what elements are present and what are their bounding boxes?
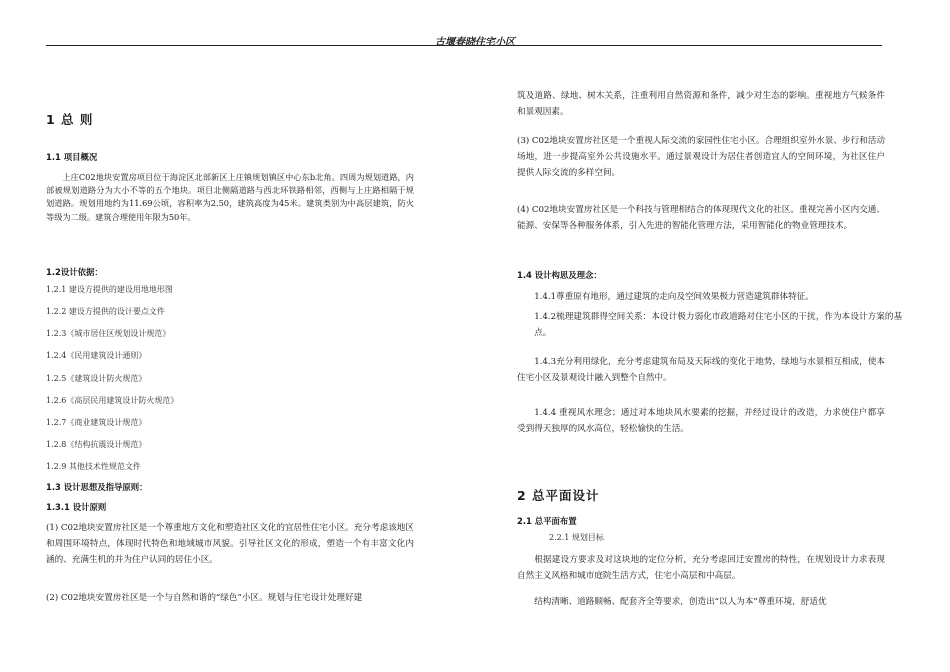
section-1-4-heading: 1.4 设计构思及理念：: [517, 270, 602, 280]
goal-paragraph-2: 结构清晰、道路顺畅、配套齐全等要求，创造出“以人为本”尊重环境，舒适优: [534, 597, 827, 607]
ref-item: 1.2.8《结构抗震设计规范》: [46, 440, 147, 449]
section-1-1-body: 上庄C02地块安置房项目位于海淀区北部新区上庄镇规划镇区中心东b北角。四周为规划道路，内部被规划道路分为大小不等的五个地块。项目北侧隔道路与西北环铁路相邻，西侧与上庄路相隔于规划道路。规划用地约为11.69公顷，容积率为2.50，建筑高度为45米。建筑类别为中高层建筑，防火等级为二级。建筑合理使用年限为50年。: [46, 172, 414, 222]
principle-2-paragraph: (2) C02地块安置房社区是一个与自然和谐的“绿色”小区。规划与住宅设计处理好建: [46, 593, 363, 603]
ref-item: 1.2.4《民用建筑设计通则》: [46, 351, 147, 360]
principle-1-paragraph: (1) C02地块安置房社区是一个尊重地方文化和塑造社区文化的宜居性住宅小区。充分考虑该地区和周围环境特点，体现时代特色和地域城市风貌。引导社区文化的形成，塑造一个有丰富文化内涵的、充满生机的并为住户认同的居住小区。: [46, 523, 414, 565]
page-header-title: 古堰春晓住宅小区: [435, 37, 515, 48]
principle-3-paragraph: (3) C02地块安置房社区是一个重视人际交流的家园性住宅小区。合理组织室外水景、步行和活动场地，进一步提高室外公共设施水平。通过景观设计为居住者创造宜人的空间环境，为社区住户提供人际交流的多样空间。: [517, 136, 885, 178]
principle-4-paragraph: (4) C02地块安置房社区是一个科技与管理相结合的体现现代文化的社区。重视完善小区内交通、能源、安保等各种服务体系，引入先进的智能化管理方法，采用智能化的物业管理技术。: [517, 205, 885, 231]
concept-1-4-1: 1.4.1尊重原有地形，通过建筑的走向及空间效果极力营造建筑群体特征。: [534, 292, 814, 302]
concept-1-4-3: 1.4.3充分利用绿化，充分考虑建筑布局及天际线的变化于地势，绿地与水景相互相成，使本住宅小区及景观设计融入到整个自然中。: [517, 357, 885, 383]
ref-item: 1.2.2 建设方提供的设计要点文件: [46, 307, 165, 316]
concept-1-4-4: 1.4.4 重视风水理念；通过对本地块风水要素的挖掘，并经过设计的改造，力求使住户都享受到得天独厚的风水高位，轻松愉快的生活。: [517, 408, 885, 434]
principle-2-continued: 筑及道路、绿地、树木关系，注重利用自然资源和条件，减少对生态的影响。重视地方气候条件和景观因素。: [517, 91, 885, 117]
section-2-2-1-heading: 2.2.1 规划目标: [549, 533, 604, 542]
section-2-1-heading: 2.1 总平面布置: [517, 516, 577, 526]
section-1-3-heading: 1.3 设计思想及指导原则：: [46, 482, 148, 492]
section-1-2-heading: 1.2设计依据：: [46, 267, 103, 277]
section-1-1-heading: 1.1 项目概况: [46, 152, 98, 162]
ref-item: 1.2.3《城市居住区规划设计规范》: [46, 329, 171, 338]
chapter-2-heading: 2 总平面设计: [517, 488, 600, 503]
ref-item: 1.2.5《建筑设计防火规范》: [46, 374, 147, 383]
chapter-1-heading: 1 总 则: [46, 112, 94, 127]
goal-paragraph-1: 根据建设方要求及对这块地的定位分析，充分考虑回迁安置房的特性，在规划设计力求表现自然主义风格和城市庭院生活方式，住宅小高层和中高层。: [517, 555, 885, 581]
header-divider: [46, 45, 882, 46]
concept-1-4-2: 1.4.2梳理建筑群得空间关系：本设计极力弱化市政道路对住宅小区的干扰，作为本设计方案的基点。: [534, 312, 903, 338]
ref-item: 1.2.6《高层民用建筑设计防火规范》: [46, 396, 179, 405]
section-1-3-1-heading: 1.3.1 设计原则: [46, 502, 107, 512]
ref-item: 1.2.9 其他技术性规范文件: [46, 462, 141, 471]
ref-item: 1.2.1 建设方提供的建设用地地形图: [46, 285, 173, 294]
ref-item: 1.2.7《商业建筑设计规范》: [46, 418, 147, 427]
